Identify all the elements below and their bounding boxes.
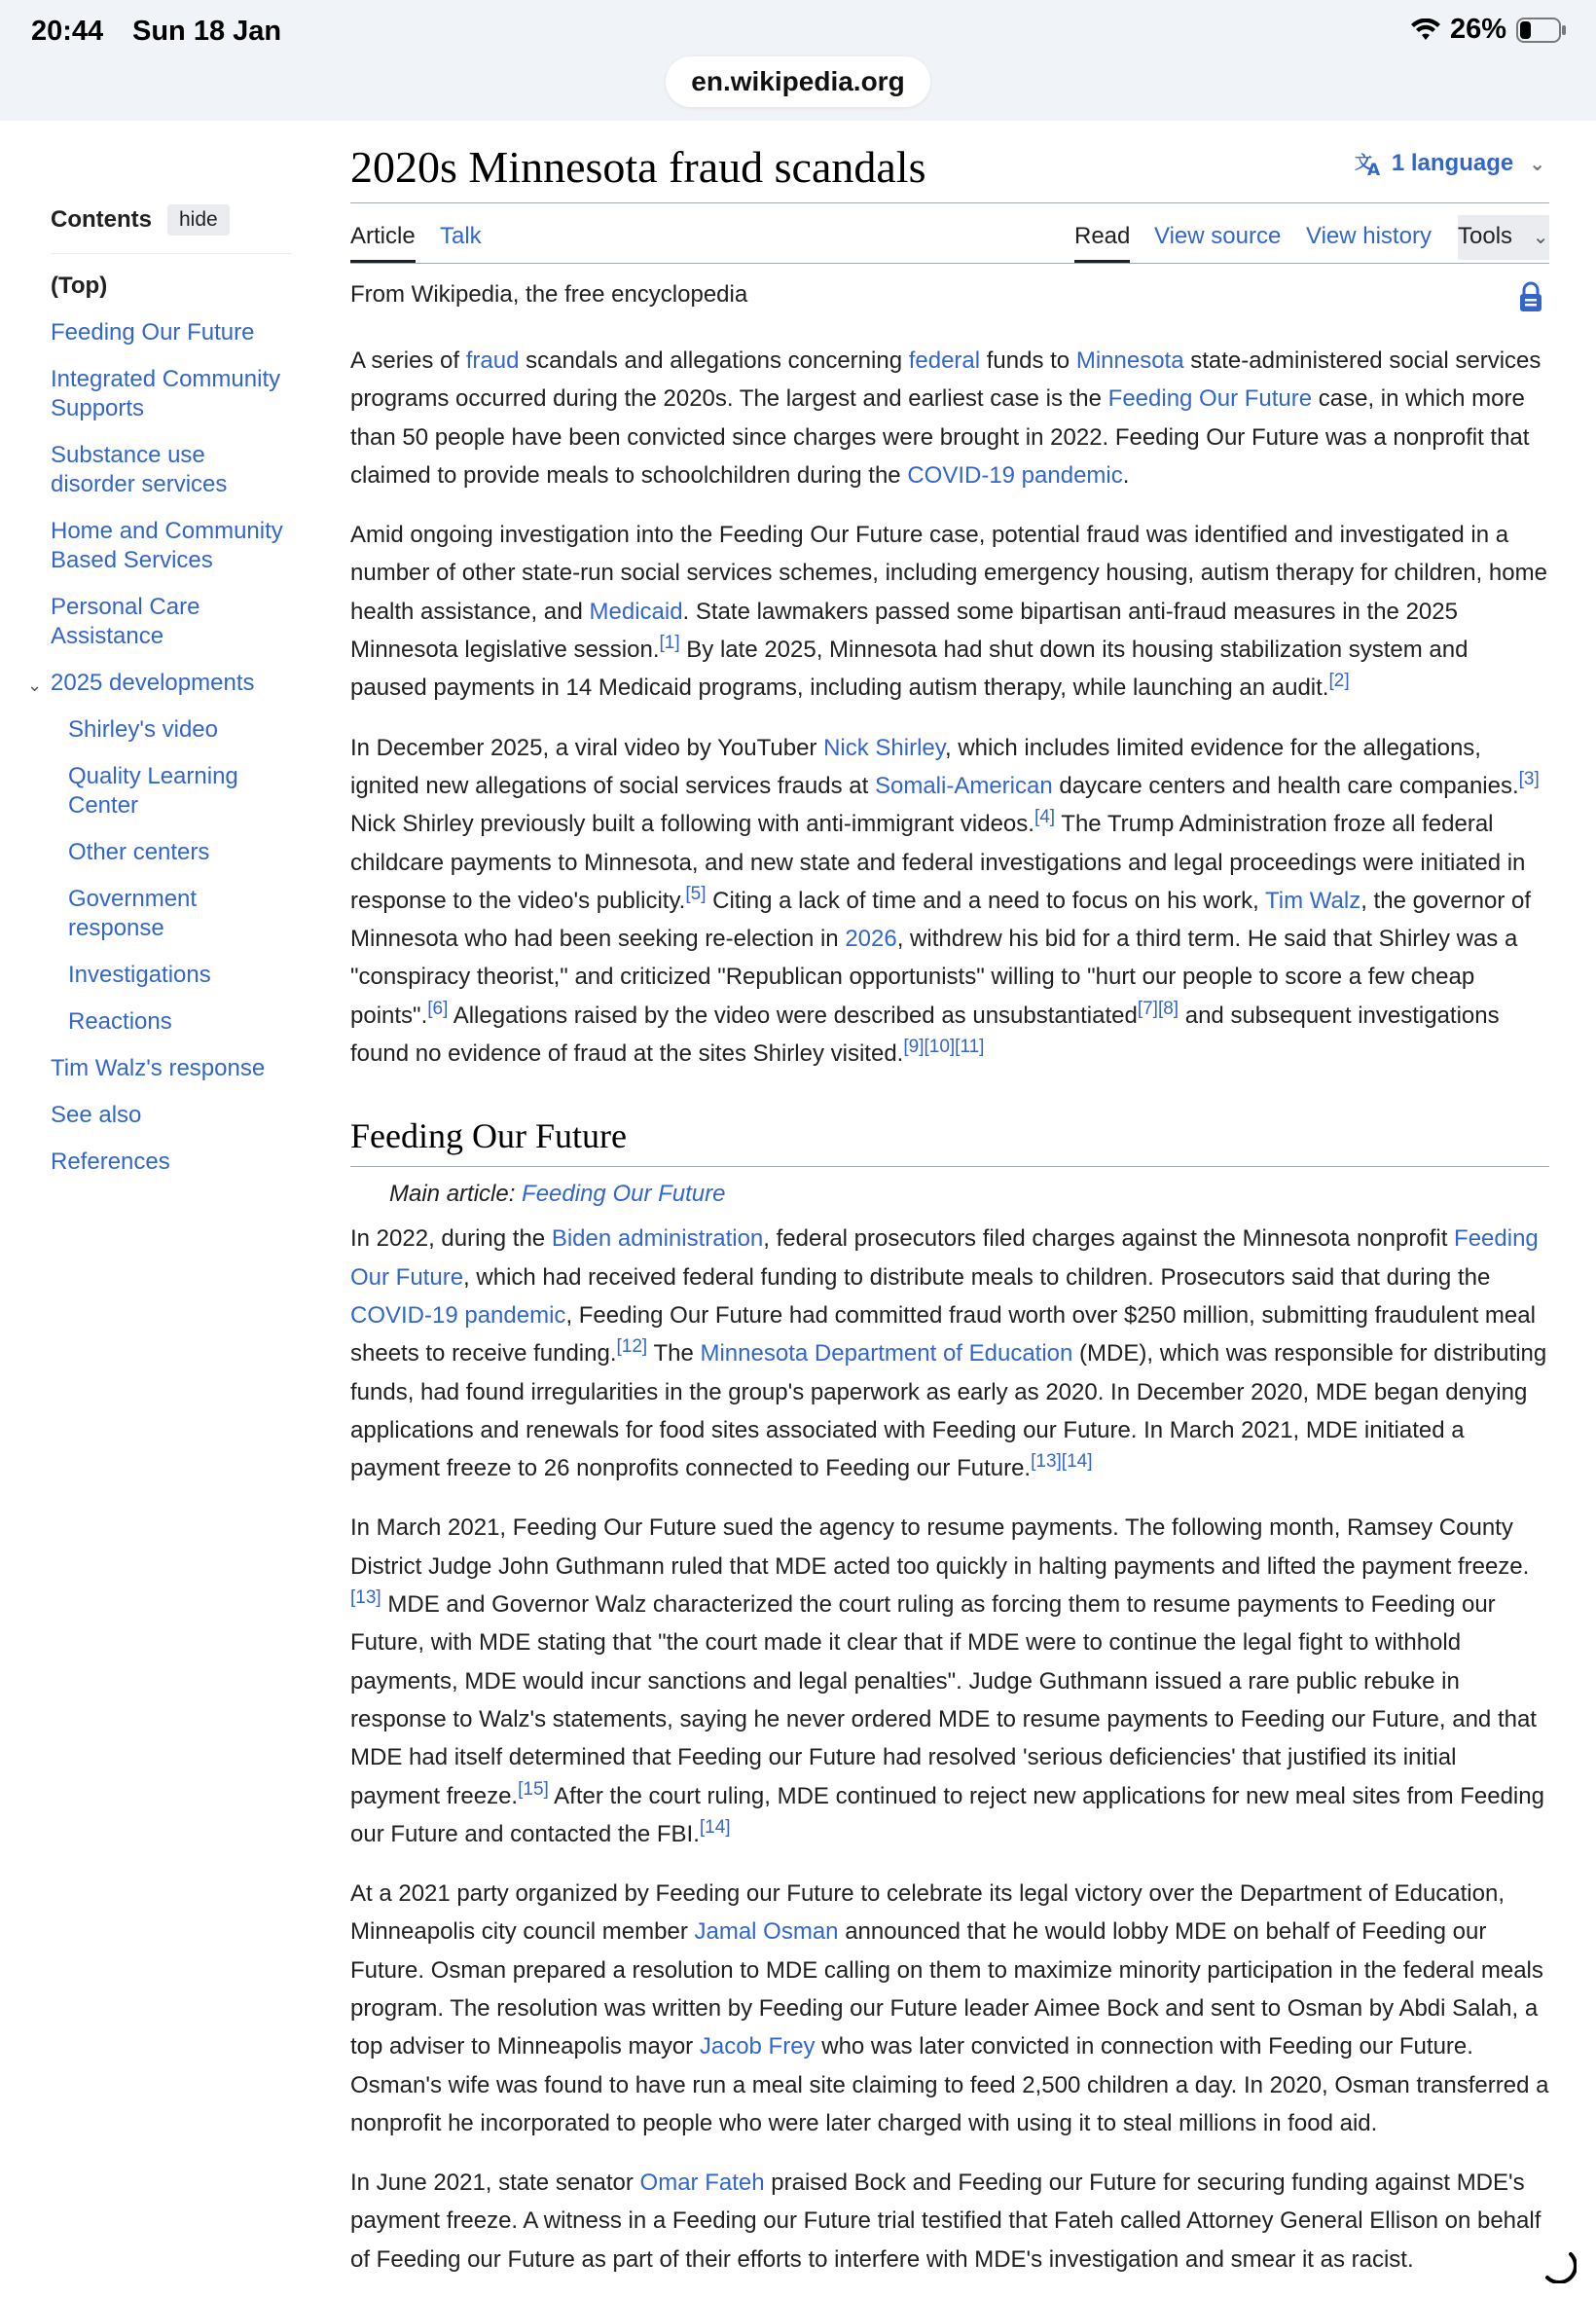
toc-item-integrated-community-supports[interactable]: Integrated Community Supports — [51, 366, 281, 421]
hatnote — [350, 1181, 1549, 1208]
lock-icon[interactable] — [1518, 281, 1543, 312]
paragraph-intro-1 — [350, 342, 1549, 494]
status-bar — [0, 0, 1596, 121]
text: who was later convicted in connection with Feeding our Future. Osman's wife was found to have run a meal site claiming to feed 2,500 children a day. In 2020, Osman transferred a nonprofit he incorporated to people who were later charged with using it to steal millions in food aid. — [350, 2033, 1549, 2136]
text: . — [1122, 461, 1130, 489]
text: By late 2025, Minnesota had shut down its housing stabilization system and paused payments in 14 Medicaid programs, including autism therapy, while launching an audit. — [350, 637, 1469, 702]
link-medicaid[interactable]: Medicaid — [589, 598, 683, 625]
chevron-down-icon[interactable]: ⌄ — [1529, 153, 1545, 175]
citation[interactable]: [12] — [616, 1336, 648, 1358]
text: The — [647, 1340, 701, 1367]
site-sub — [350, 281, 1549, 320]
text: Nick Shirley previously built a following with anti-immigrant videos. — [350, 811, 1034, 838]
text: In December 2025, a viral video by YouTuber — [350, 734, 824, 761]
chevron-down-icon[interactable]: ⌄ — [27, 675, 43, 695]
link-mde[interactable]: Minnesota Department of Education — [700, 1340, 1073, 1367]
citation[interactable]: [13] — [1031, 1451, 1062, 1473]
tab-view-source[interactable]: View source — [1154, 223, 1282, 249]
text: scandals and allegations concerning — [519, 347, 909, 374]
toc-item-personal-care[interactable]: Personal Care Assistance — [51, 594, 200, 649]
citation[interactable]: [2] — [1328, 671, 1350, 692]
toc-item-investigations[interactable]: Investigations — [68, 962, 211, 988]
citation[interactable]: [8] — [1157, 998, 1179, 1019]
table-of-contents — [27, 204, 294, 1194]
citation[interactable]: [11] — [955, 1037, 985, 1058]
toc-item-government-response[interactable]: Government response — [68, 886, 198, 941]
link-main-article[interactable]: Feeding Our Future — [522, 1181, 726, 1208]
page-title: 2020s Minnesota fraud scandals — [350, 136, 1549, 203]
toc-item-walz-response[interactable]: Tim Walz's response — [51, 1055, 266, 1081]
text: After the court ruling, MDE continued to reject new applications for new meal sites from Feeding our Future and contacted the FBI. — [350, 1782, 1544, 1847]
link-fraud[interactable]: fraud — [465, 347, 520, 374]
loading-spinner-icon — [1542, 2248, 1577, 2283]
link-feeding-our-future[interactable]: Feeding Our Future — [350, 1225, 1539, 1291]
link-somali-american[interactable]: Somali-American — [874, 772, 1053, 799]
battery-icon — [1516, 18, 1567, 43]
citation[interactable]: [14] — [1061, 1451, 1093, 1473]
wifi-icon — [1411, 18, 1440, 42]
text: , federal prosecutors filed charges against the Minnesota nonprofit — [763, 1225, 1455, 1253]
citation[interactable]: [6] — [427, 998, 449, 1019]
article — [350, 136, 1549, 2279]
link-jacob-frey[interactable]: Jacob Frey — [699, 2033, 816, 2060]
paragraph-section-1 — [350, 1220, 1549, 1487]
clock: 20:44 — [31, 16, 104, 47]
link-feeding-our-future[interactable]: Feeding Our Future — [1107, 385, 1313, 413]
title-row — [350, 136, 1549, 203]
citation[interactable]: [9] — [903, 1037, 925, 1058]
citation[interactable]: [1] — [659, 633, 680, 654]
link-omar-fateh[interactable]: Omar Fateh — [639, 2169, 765, 2197]
chevron-down-icon[interactable]: ⌄ — [1532, 227, 1549, 248]
text: , which had received federal funding to distribute meals to children. Prosecutors said that during the — [463, 1263, 1491, 1291]
svg-text:A: A — [1366, 161, 1381, 176]
tab-read[interactable]: Read — [1074, 223, 1130, 263]
text: , the governor of Minnesota who had been seeking re-election in — [350, 887, 1531, 953]
toc-title: Contents — [51, 206, 152, 233]
toc-item-other-centers[interactable]: Other centers — [68, 839, 210, 865]
section-heading: Feeding Our Future — [350, 1115, 1549, 1167]
toc-item-feeding-our-future[interactable]: Feeding Our Future — [51, 319, 255, 346]
text: Amid ongoing investigation into the Feeding Our Future case, potential fraud was identified and investigated in a number of other state-run social services schemes, including emergency housing, autism therapy for children, home health assistance, and — [350, 522, 1547, 625]
text: announced that he would lobby MDE on behalf of Feeding our Future. Osman prepared a resolution to MDE calling on them to maximize minority participation in the federal meals program. The resolution was written by Feeding our Future leader Aimee Bock and sent to Osman by Abdi Salah, a top adviser to Minneapolis mayor — [350, 1918, 1543, 2060]
text: A series of — [350, 347, 466, 374]
link-2026[interactable]: 2026 — [845, 926, 897, 953]
text: In March 2021, Feeding Our Future sued the agency to resume payments. The following month, Ramsey County District Judge John Guthmann ruled that MDE acted too quickly in halting payments and lifted the payment freeze. — [350, 1514, 1530, 1580]
text: and subsequent investigations found no evidence of fraud at the sites Shirley visited. — [350, 1002, 1500, 1068]
link-nick-shirley[interactable]: Nick Shirley — [823, 734, 945, 761]
paragraph-intro-3 — [350, 729, 1549, 1074]
toc-item-home-community[interactable]: Home and Community Based Services — [51, 518, 283, 573]
translate-icon — [1355, 151, 1384, 176]
text: daycare centers and health care companies. — [1052, 772, 1519, 799]
link-minnesota[interactable]: Minnesota — [1075, 347, 1184, 374]
citation[interactable]: [3] — [1518, 768, 1540, 789]
link-biden-administration[interactable]: Biden administration — [551, 1225, 764, 1253]
link-tim-walz[interactable]: Tim Walz — [1265, 887, 1361, 914]
page-tabs — [350, 203, 1549, 264]
url-bar[interactable]: en.wikipedia.org — [666, 56, 930, 107]
tools-label[interactable]: Tools — [1458, 223, 1513, 249]
text: funds to — [980, 347, 1076, 374]
tab-view-history[interactable]: View history — [1306, 223, 1432, 249]
text: At a 2021 party organized by Feeding our Future to celebrate its legal victory over the Department of Education, Minneapolis city council member — [350, 1880, 1505, 1946]
text: praised Bock and Feeding our Future for securing funding against MDE's payment freeze. A witness in a Feeding our Future trial testified that Fateh called Attorney General Ellison on behalf of Feeding our Future as part of their efforts to interfere with MDE's investigation and smear it as racist. — [350, 2169, 1542, 2273]
text: . State lawmakers passed some bipartisan anti-fraud measures in the 2025 Minnesota legislative session. — [350, 598, 1458, 664]
toc-item-reactions[interactable]: Reactions — [68, 1008, 172, 1035]
citation[interactable]: [14] — [699, 1816, 731, 1838]
text: , withdrew his bid for a third term. He said that Shirley was a "conspiracy theorist," and criticized "Republican opportunists" willing to "hurt our people to score a few cheap points". — [350, 926, 1518, 1029]
language-label[interactable]: 1 language — [1391, 150, 1514, 176]
text: The Trump Administration froze all federal childcare payments to Minnesota, and new state and federal investigations and legal proceedings were initiated in response to the video's publicity. — [350, 811, 1526, 914]
toc-item-references[interactable]: References — [51, 1148, 170, 1175]
battery-percent: 26% — [1449, 14, 1506, 45]
text: Allegations raised by the video were described as unsubstantiated — [448, 1002, 1138, 1029]
date: Sun 18 Jan — [132, 16, 282, 47]
paragraph-section-3 — [350, 1875, 1549, 2142]
text: , which includes limited evidence for the allegations, ignited new allegations of social services frauds at — [350, 734, 1481, 799]
paragraph-section-4 — [350, 2164, 1549, 2279]
tools-menu[interactable] — [1458, 215, 1549, 260]
citation[interactable]: [15] — [518, 1778, 549, 1800]
text: case, in which more than 50 people have been convicted since charges were brought in 2022. Feeding Our Future was a nonprofit that claimed to provide meals to schoolchildren during the — [350, 385, 1530, 489]
toc-item-2025-developments[interactable] — [27, 669, 294, 698]
paragraph-section-2 — [350, 1509, 1549, 1853]
citation[interactable]: [10] — [924, 1037, 956, 1058]
svg-text:文: 文 — [1354, 153, 1372, 173]
link-covid-19[interactable]: COVID-19 pandemic — [350, 1301, 566, 1329]
link-covid-19[interactable]: COVID-19 pandemic — [907, 461, 1123, 489]
paragraph-intro-2 — [350, 516, 1549, 707]
toc-item-quality-learning[interactable]: Quality Learning Center — [68, 763, 238, 819]
toc-item-shirleys-video[interactable]: Shirley's video — [68, 716, 218, 743]
link-federal[interactable]: federal — [908, 347, 981, 374]
text: MDE and Governor Walz characterized the court ruling as forcing them to resume payments to Feeding our Future, with MDE stating that "the court made it clear that if MDE were to continue the legal fight to withhold payments, MDE would incur sanctions and legal penalties". Judge Guthmann issued a rare public rebuke in response to Walz's statements, saying he never ordered MDE to resume payments to Feeding our Future, and that MDE had itself determined that Feeding our Future had resolved 'serious deficiencies' that justified its initial payment freeze. — [350, 1591, 1537, 1809]
text: Citing a lack of time and a need to focus on his work, — [706, 887, 1266, 914]
hatnote-prefix: Main article: — [389, 1181, 523, 1208]
link-jamal-osman[interactable]: Jamal Osman — [694, 1918, 839, 1946]
citation[interactable]: [4] — [1034, 807, 1056, 828]
citation[interactable]: [7] — [1137, 998, 1158, 1019]
toc-hide-button[interactable]: hide — [167, 204, 230, 236]
toc-header — [51, 204, 292, 254]
from-wikipedia: From Wikipedia, the free encyclopedia — [350, 281, 748, 308]
tab-article[interactable]: Article — [350, 223, 416, 263]
toc-item-top[interactable]: (Top) — [51, 273, 108, 299]
status-indicators — [1411, 14, 1567, 46]
citation[interactable]: [5] — [685, 883, 707, 904]
text: state-administered social services programs occurred during the 2020s. The largest and earliest case is the — [350, 347, 1542, 413]
text: (MDE), which was responsible for distributing funds, had found irregularities in the group's paperwork as early as 2020. In December 2020, MDE began denying applications and renewals for food sites associated with Feeding our Future. In March 2021, MDE initiated a payment freeze to 26 nonprofits connected to Feeding our Future. — [350, 1340, 1547, 1482]
text: In June 2021, state senator — [350, 2169, 640, 2197]
citation[interactable]: [13] — [350, 1587, 381, 1609]
toc-item-substance-use[interactable]: Substance use disorder services — [51, 442, 228, 497]
text: In 2022, during the — [350, 1225, 552, 1253]
language-button[interactable] — [1355, 150, 1545, 177]
text: , Feeding Our Future had committed fraud worth over $250 million, submitting fraudulent meal sheets to receive funding. — [350, 1301, 1536, 1367]
tab-talk[interactable]: Talk — [440, 223, 482, 249]
toc-item-label[interactable]: 2025 developments — [51, 670, 255, 696]
toc-item-see-also[interactable]: See also — [51, 1102, 142, 1128]
